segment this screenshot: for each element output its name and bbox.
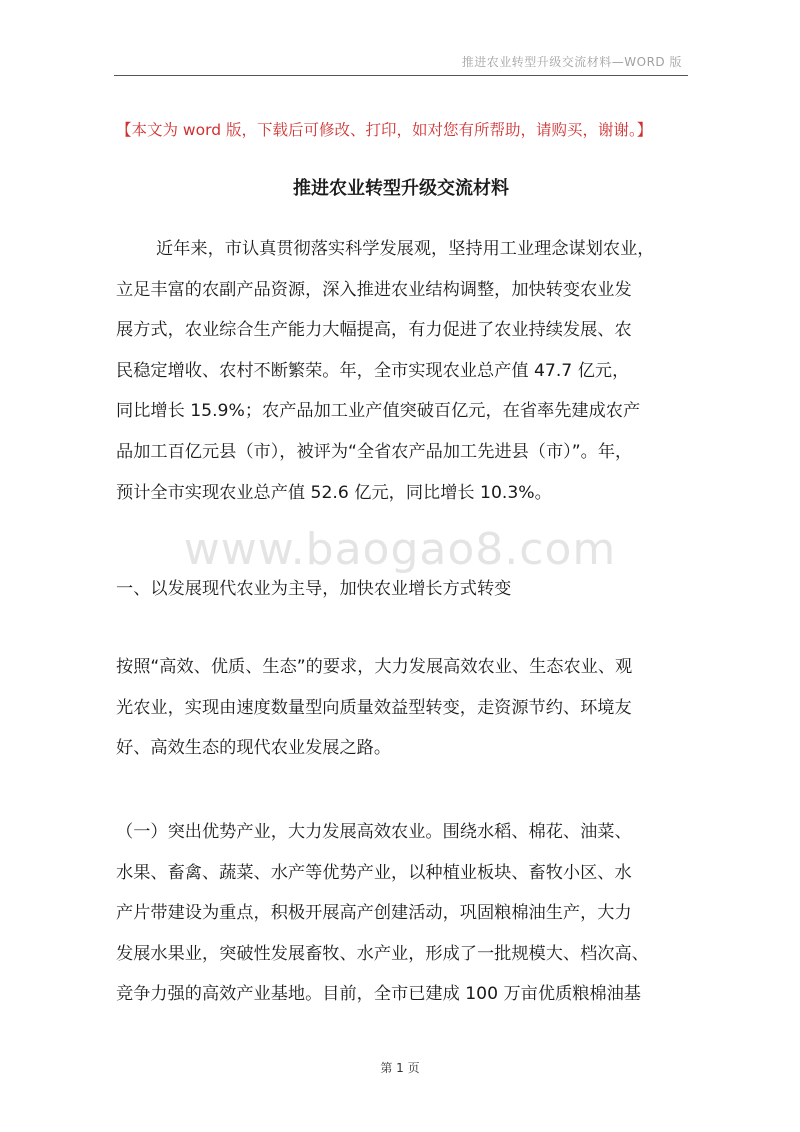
purchase-notice: 【本文为 word 版，下载后可修改、打印，如对您有所帮助，请购买，谢谢。】 [116,121,653,139]
paragraph-line: 水果、畜禽、蔬菜、水产等优势产业，以种植业板块、畜牧小区、水 [116,862,632,883]
paragraph-line: 产片带建设为重点，积极开展高产创建活动，巩固粮棉油生产，大力 [116,903,632,924]
paragraph-line: 展方式，农业综合生产能力大幅提高，有力促进了农业持续发展、农 [116,320,632,341]
paragraph-line: 好、高效生态的现代农业发展之路。 [116,738,392,759]
section-heading: 一、以发展现代农业为主导，加快农业增长方式转变 [116,579,512,599]
paragraph-line: 同比增长 15.9%；农产品加工业产值突破百亿元，在省率先建成农产 [116,401,641,422]
paragraph-line: 按照“高效、优质、生态”的要求，大力发展高效农业、生态农业、观 [116,657,633,677]
header-divider [114,75,688,76]
paragraph-line: 竞争力强的高效产业基地。目前，全市已建成 100 万亩优质粮棉油基 [116,984,641,1005]
paragraph-line: 品加工百亿元县（市），被评为“全省农产品加工先进县（市）”。年， [116,441,633,462]
paragraph-requirements [116,647,686,769]
running-header: 推进农业转型升级交流材料—WORD 版 [461,55,682,69]
document-title: 推进农业转型升级交流材料 [293,178,509,199]
paragraph-line: （一）突出优势产业，大力发展高效农业。围绕水稻、棉花、油菜、 [116,822,632,842]
paragraph-intro [116,229,686,513]
watermark: www.baogao8.com [183,524,617,575]
paragraph-line: 近年来，市认真贯彻落实科学发展观，坚持用工业理念谋划农业， [156,239,655,259]
paragraph-line: 立足丰富的农副产品资源，深入推进农业结构调整，加快转变农业发 [116,279,632,300]
paragraph-line: 预计全市实现农业总产值 52.6 亿元，同比增长 10.3%。 [116,482,552,503]
paragraph-line: 光农业，实现由速度数量型向质量效益型转变，走资源节约、环境友 [116,697,632,718]
paragraph-advantage-industries [116,812,686,1015]
page-number: 第 1 页 [380,1061,420,1075]
paragraph-line: 民稳定增收、农村不断繁荣。年，全市实现农业总产值 47.7 亿元， [116,360,630,381]
paragraph-line: 发展水果业，突破性发展畜牧、水产业，形成了一批规模大、档次高、 [116,943,649,964]
